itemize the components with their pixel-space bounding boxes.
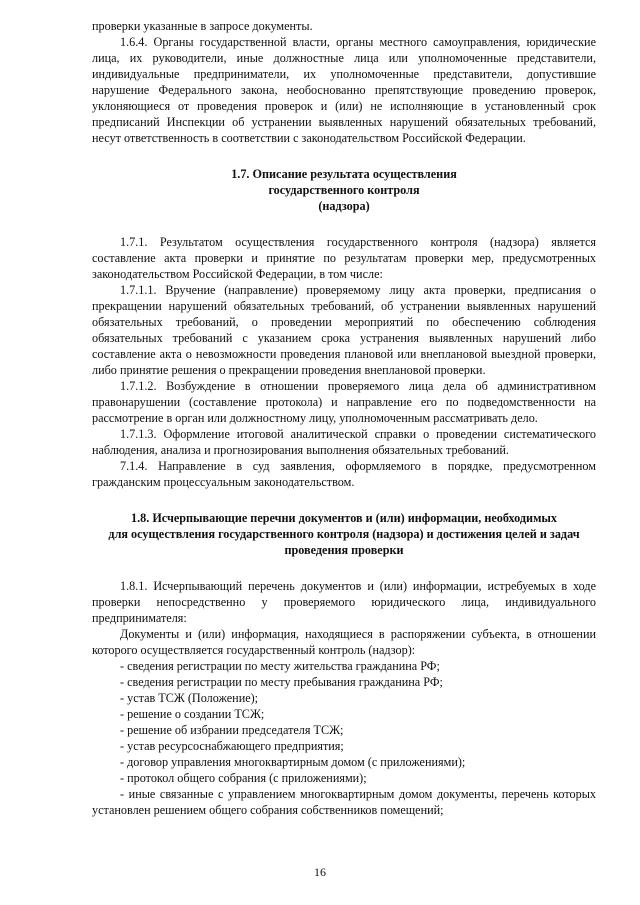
spacer [92, 214, 596, 234]
section-1-8-heading-line2: для осуществления государственного контроля (надзора) и достижения целей и задач [108, 527, 580, 541]
paragraph-documents: Документы и (или) информация, находящиеся в распоряжении субъекта, в отношении которого осуществляется государственный контроль (надзор): [92, 627, 596, 657]
list-item: - иные связанные с управлением многоквартирным домом документы, перечень которых установлен решением общего собрания собственников помещений; [92, 787, 596, 817]
paragraph-1-7-1-2: 1.7.1.2. Возбуждение в отношении проверяемого лица дела об административном правонарушении (составление протокола) и направление его по подведомственности на рассмотрение в орган или должностному лицу, уполномоченным рассматривать дело. [92, 379, 596, 425]
continuation-text: проверки указанные в запросе документы. [92, 19, 313, 33]
list-item: - решение о создании ТСЖ; [120, 707, 265, 721]
list-item: - решение об избрании председателя ТСЖ; [120, 723, 344, 737]
list-item: - сведения регистрации по месту пребывания гражданина РФ; [120, 675, 443, 689]
list-item: - сведения регистрации по месту жительства гражданина РФ; [120, 659, 440, 673]
document-list [92, 658, 596, 818]
spacer [92, 146, 596, 166]
paragraph-7-1-4: 7.1.4. Направление в суд заявления, оформляемого в порядке, предусмотренном гражданским процессуальным законодательством. [92, 459, 596, 489]
section-1-8-heading-line3: проведения проверки [284, 543, 404, 557]
page-number: 16 [314, 865, 326, 879]
list-item: - договор управления многоквартирным домом (с приложениями); [120, 755, 466, 769]
section-1-7-heading-line1: 1.7. Описание результата осуществления [231, 167, 457, 181]
paragraph-1-7-1-1: 1.7.1.1. Вручение (направление) проверяемому лицу акта проверки, предписания о прекращении нарушений обязательных требований, об устранении выявленных нарушений обязательных требований, о проведении мероприятий по обеспечению соблюдения обязательных требований с указанием срока устранения выявленных нарушений либо составление акта о невозможности проведения плановой или внеплановой выездной проверки, либо принятие решения о прекращении проведения внеплановой проверки. [92, 283, 596, 377]
spacer [92, 558, 596, 578]
section-1-8-heading [92, 510, 596, 558]
section-1-7-heading-line3: (надзора) [318, 199, 370, 213]
paragraph-1-6-4: 1.6.4. Органы государственной власти, органы местного самоуправления, юридические лица, их руководители, иные должностные лица или уполномоченные представители, индивидуальные предприниматели, их уполномоченные представители, допустившие нарушение Федерального закона, необоснованно препятствующие проведению проверок, уклоняющиеся от проведения проверок и (или) не исполняющие в установленный срок предписаний Инспекции об устранении выявленных нарушений обязательных требований, несут ответственность в соответствии с законодательством Российской Федерации. [92, 35, 596, 145]
list-item: - устав ТСЖ (Положение); [120, 691, 259, 705]
section-1-7-heading [92, 166, 596, 214]
paragraph-1-7-1-3: 1.7.1.3. Оформление итоговой аналитической справки о проведении систематического наблюдения, анализа и прогнозирования выполнения обязательных требований. [92, 427, 596, 457]
list-item: - устав ресурсоснабжающего предприятия; [120, 739, 344, 753]
document-page [92, 18, 596, 818]
list-item: - протокол общего собрания (с приложениями); [120, 771, 367, 785]
section-1-8-heading-line1: 1.8. Исчерпывающие перечни документов и (или) информации, необходимых [130, 511, 557, 525]
spacer [92, 490, 596, 510]
paragraph-1-7-1: 1.7.1. Результатом осуществления государственного контроля (надзора) является составление акта проверки и принятие по результатам проверки мер, предусмотренных законодательством Российской Федерации, в том числе: [92, 235, 596, 281]
paragraph-1-8-1: 1.8.1. Исчерпывающий перечень документов и (или) информации, истребуемых в ходе проверки непосредственно у проверяемого юридического лица, индивидуального предпринимателя: [92, 579, 596, 625]
section-1-7-heading-line2: государственного контроля [268, 183, 420, 197]
